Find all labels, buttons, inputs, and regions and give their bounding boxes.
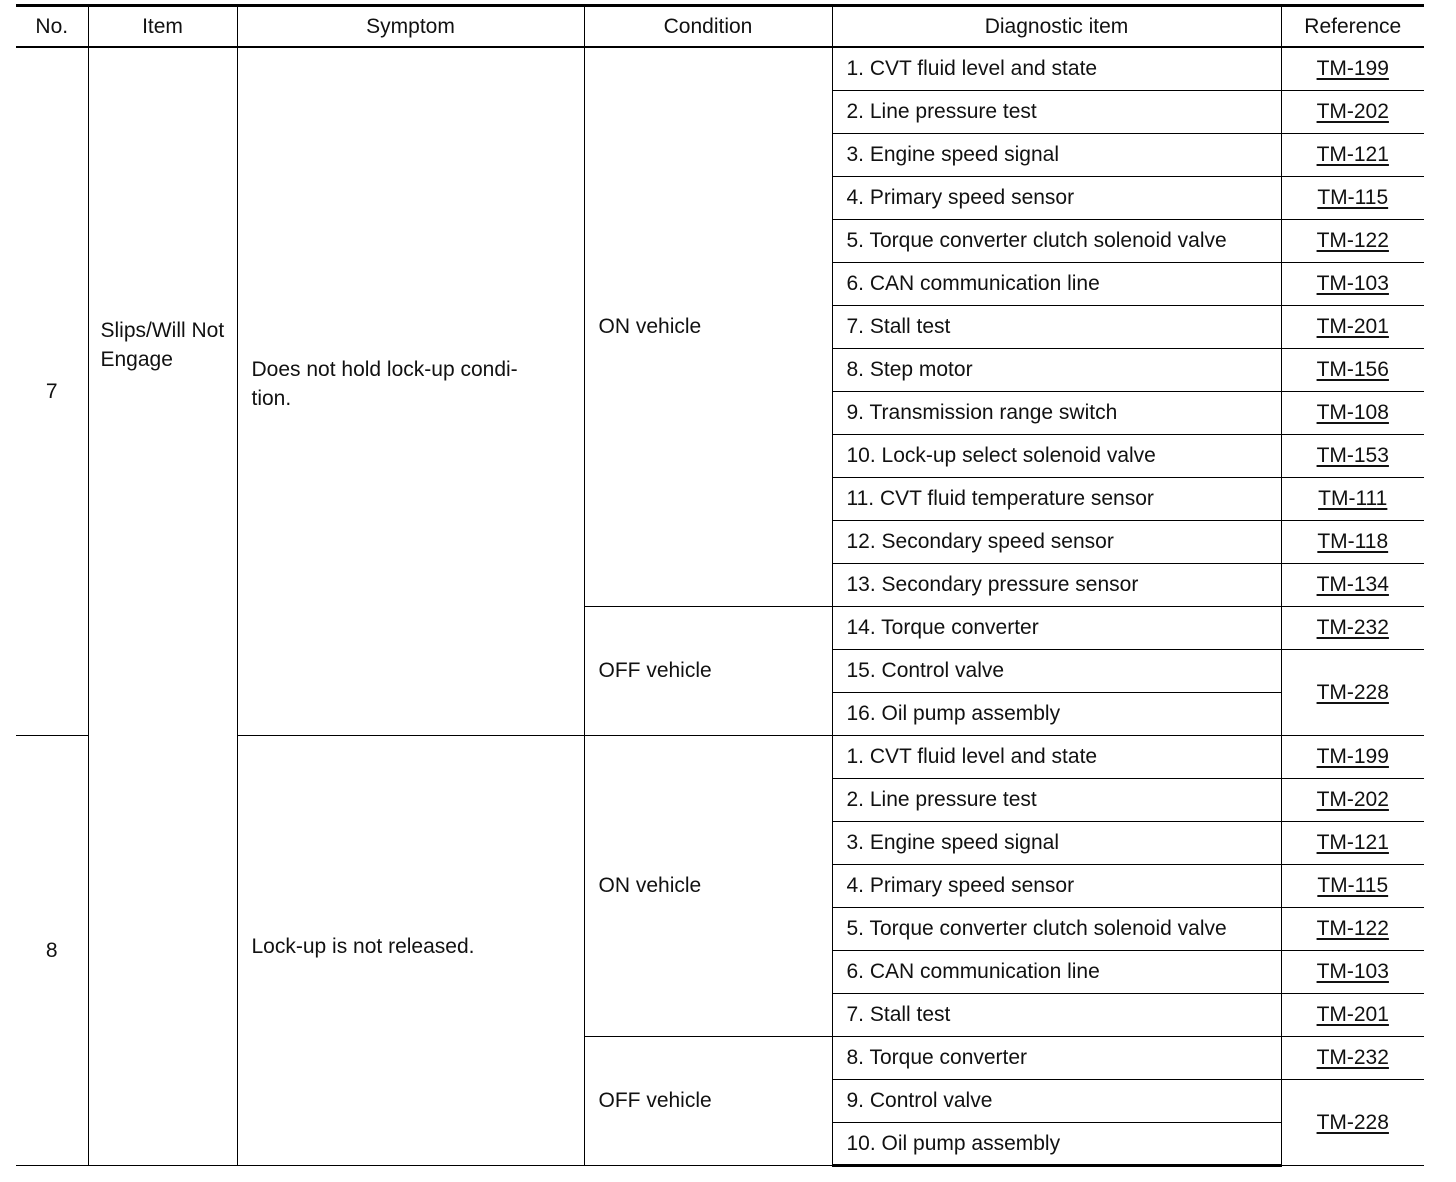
table-row (16, 47, 1424, 90)
reference-cell (1281, 47, 1424, 90)
symptom-text: Does not hold lock-up condi-tion. (251, 358, 518, 411)
header-symptom: Symptom (237, 6, 584, 48)
table-body (16, 47, 1424, 1165)
reference-cell (1281, 735, 1424, 778)
header-item: Item (88, 6, 237, 48)
diagnostic-item: 16. Oil pump assembly (832, 692, 1281, 735)
reference-link[interactable]: TM-111 (1318, 487, 1388, 510)
reference-link[interactable]: TM-115 (1317, 186, 1389, 209)
diagnostic-item: 9. Transmission range switch (832, 391, 1281, 434)
reference-link[interactable]: TM-199 (1316, 57, 1389, 81)
reference-cell (1281, 1079, 1424, 1165)
reference-link[interactable]: TM-121 (1316, 831, 1389, 854)
item-cell (88, 47, 237, 1165)
reference-cell (1281, 434, 1424, 477)
reference-link[interactable]: TM-202 (1316, 100, 1389, 123)
reference-cell (1281, 305, 1424, 348)
item-label: Slips/Will Not Engage (100, 319, 225, 372)
reference-link[interactable]: TM-118 (1317, 530, 1389, 553)
diagnostic-item: 12. Secondary speed sensor (832, 520, 1281, 563)
reference-cell (1281, 176, 1424, 219)
reference-link[interactable]: TM-108 (1316, 401, 1389, 424)
condition-cell: OFF vehicle (584, 606, 832, 735)
diagnostic-item: 8. Step motor (832, 348, 1281, 391)
diagnostic-item: 3. Engine speed signal (832, 133, 1281, 176)
diagnostic-item: 2. Line pressure test (832, 90, 1281, 133)
reference-cell (1281, 477, 1424, 520)
reference-link[interactable]: TM-228 (1316, 1110, 1389, 1134)
diagnostic-item: 5. Torque converter clutch solenoid valve (832, 219, 1281, 262)
reference-cell (1281, 950, 1424, 993)
diagnostic-item: 6. CAN communication line (832, 262, 1281, 305)
reference-link[interactable]: TM-202 (1316, 788, 1389, 811)
reference-cell (1281, 90, 1424, 133)
reference-link[interactable]: TM-201 (1316, 1003, 1389, 1026)
reference-link[interactable]: TM-232 (1316, 1046, 1389, 1069)
condition-cell: ON vehicle (584, 735, 832, 1036)
diagnostic-item: 11. CVT fluid temperature sensor (832, 477, 1281, 520)
row-number: 7 (16, 47, 88, 735)
condition-cell: ON vehicle (584, 47, 832, 606)
reference-link[interactable]: TM-122 (1316, 917, 1389, 940)
diagnostic-item: 2. Line pressure test (832, 778, 1281, 821)
row-number: 8 (16, 735, 88, 1165)
diagnostic-item: 4. Primary speed sensor (832, 864, 1281, 907)
reference-link[interactable]: TM-156 (1316, 358, 1389, 381)
reference-cell (1281, 907, 1424, 950)
diagnostic-item: 8. Torque converter (832, 1036, 1281, 1079)
reference-cell (1281, 219, 1424, 262)
diagnostic-item: 14. Torque converter (832, 606, 1281, 649)
reference-cell (1281, 821, 1424, 864)
condition-cell: OFF vehicle (584, 1036, 832, 1165)
reference-link[interactable]: TM-134 (1316, 573, 1389, 596)
reference-cell (1281, 778, 1424, 821)
diagnostic-item: 15. Control valve (832, 649, 1281, 692)
diagnostic-item: 9. Control valve (832, 1079, 1281, 1122)
reference-link[interactable]: TM-122 (1316, 229, 1389, 252)
reference-link[interactable]: TM-153 (1316, 444, 1389, 467)
reference-link[interactable]: TM-115 (1317, 874, 1389, 897)
diagnostic-item: 1. CVT fluid level and state (832, 735, 1281, 778)
diagnostic-item: 7. Stall test (832, 993, 1281, 1036)
diagnostic-item: 7. Stall test (832, 305, 1281, 348)
symptom-text: Lock-up is not released. (251, 934, 475, 958)
diagnostic-item: 4. Primary speed sensor (832, 176, 1281, 219)
reference-cell (1281, 563, 1424, 606)
diagnostic-item: 10. Oil pump assembly (832, 1122, 1281, 1165)
diagnostic-table (16, 4, 1424, 1167)
header-no: No. (16, 6, 88, 48)
header-row (16, 6, 1424, 48)
reference-cell (1281, 1036, 1424, 1079)
diagnostic-item: 3. Engine speed signal (832, 821, 1281, 864)
header-reference: Reference (1281, 6, 1424, 48)
reference-link[interactable]: TM-228 (1316, 680, 1389, 704)
diagnostic-item: 6. CAN communication line (832, 950, 1281, 993)
reference-cell (1281, 520, 1424, 563)
reference-cell (1281, 606, 1424, 649)
header-diagnostic-item: Diagnostic item (832, 6, 1281, 48)
reference-link[interactable]: TM-121 (1316, 143, 1389, 166)
diagnostic-item: 1. CVT fluid level and state (832, 47, 1281, 90)
reference-cell (1281, 262, 1424, 305)
reference-link[interactable]: TM-199 (1316, 745, 1389, 768)
header-condition: Condition (584, 6, 832, 48)
symptom-cell (237, 735, 584, 1165)
diagnostic-item: 10. Lock-up select solenoid valve (832, 434, 1281, 477)
reference-link[interactable]: TM-201 (1316, 315, 1389, 338)
diagnostic-item: 13. Secondary pressure sensor (832, 563, 1281, 606)
diagnostic-item: 5. Torque converter clutch solenoid valve (832, 907, 1281, 950)
reference-cell (1281, 649, 1424, 735)
reference-cell (1281, 993, 1424, 1036)
reference-link[interactable]: TM-103 (1316, 960, 1389, 983)
reference-cell (1281, 391, 1424, 434)
reference-cell (1281, 864, 1424, 907)
reference-link[interactable]: TM-103 (1316, 272, 1389, 295)
reference-cell (1281, 348, 1424, 391)
symptom-cell (237, 47, 584, 735)
reference-cell (1281, 133, 1424, 176)
reference-link[interactable]: TM-232 (1316, 616, 1389, 639)
